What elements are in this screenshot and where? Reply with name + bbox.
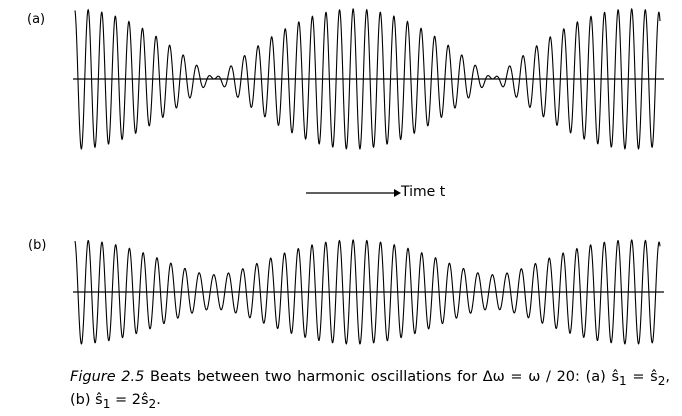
panel-b-label: (b): [28, 238, 47, 253]
caption-text: Beats between two harmonic oscillations for: [150, 369, 483, 385]
figure-caption: [70, 368, 670, 414]
time-axis-label: Time t: [401, 184, 446, 200]
caption-condition: Δω = ω / 20:: [482, 369, 580, 385]
panel-a-label: (a): [27, 12, 46, 27]
caption-part-b: (b) $ŝ_1$ = $2ŝ_2$.: [70, 391, 161, 411]
caption-part-a: (a) $ŝ_1$ = $ŝ_2$,: [585, 369, 671, 388]
figure-number: Figure 2.5: [70, 369, 145, 385]
